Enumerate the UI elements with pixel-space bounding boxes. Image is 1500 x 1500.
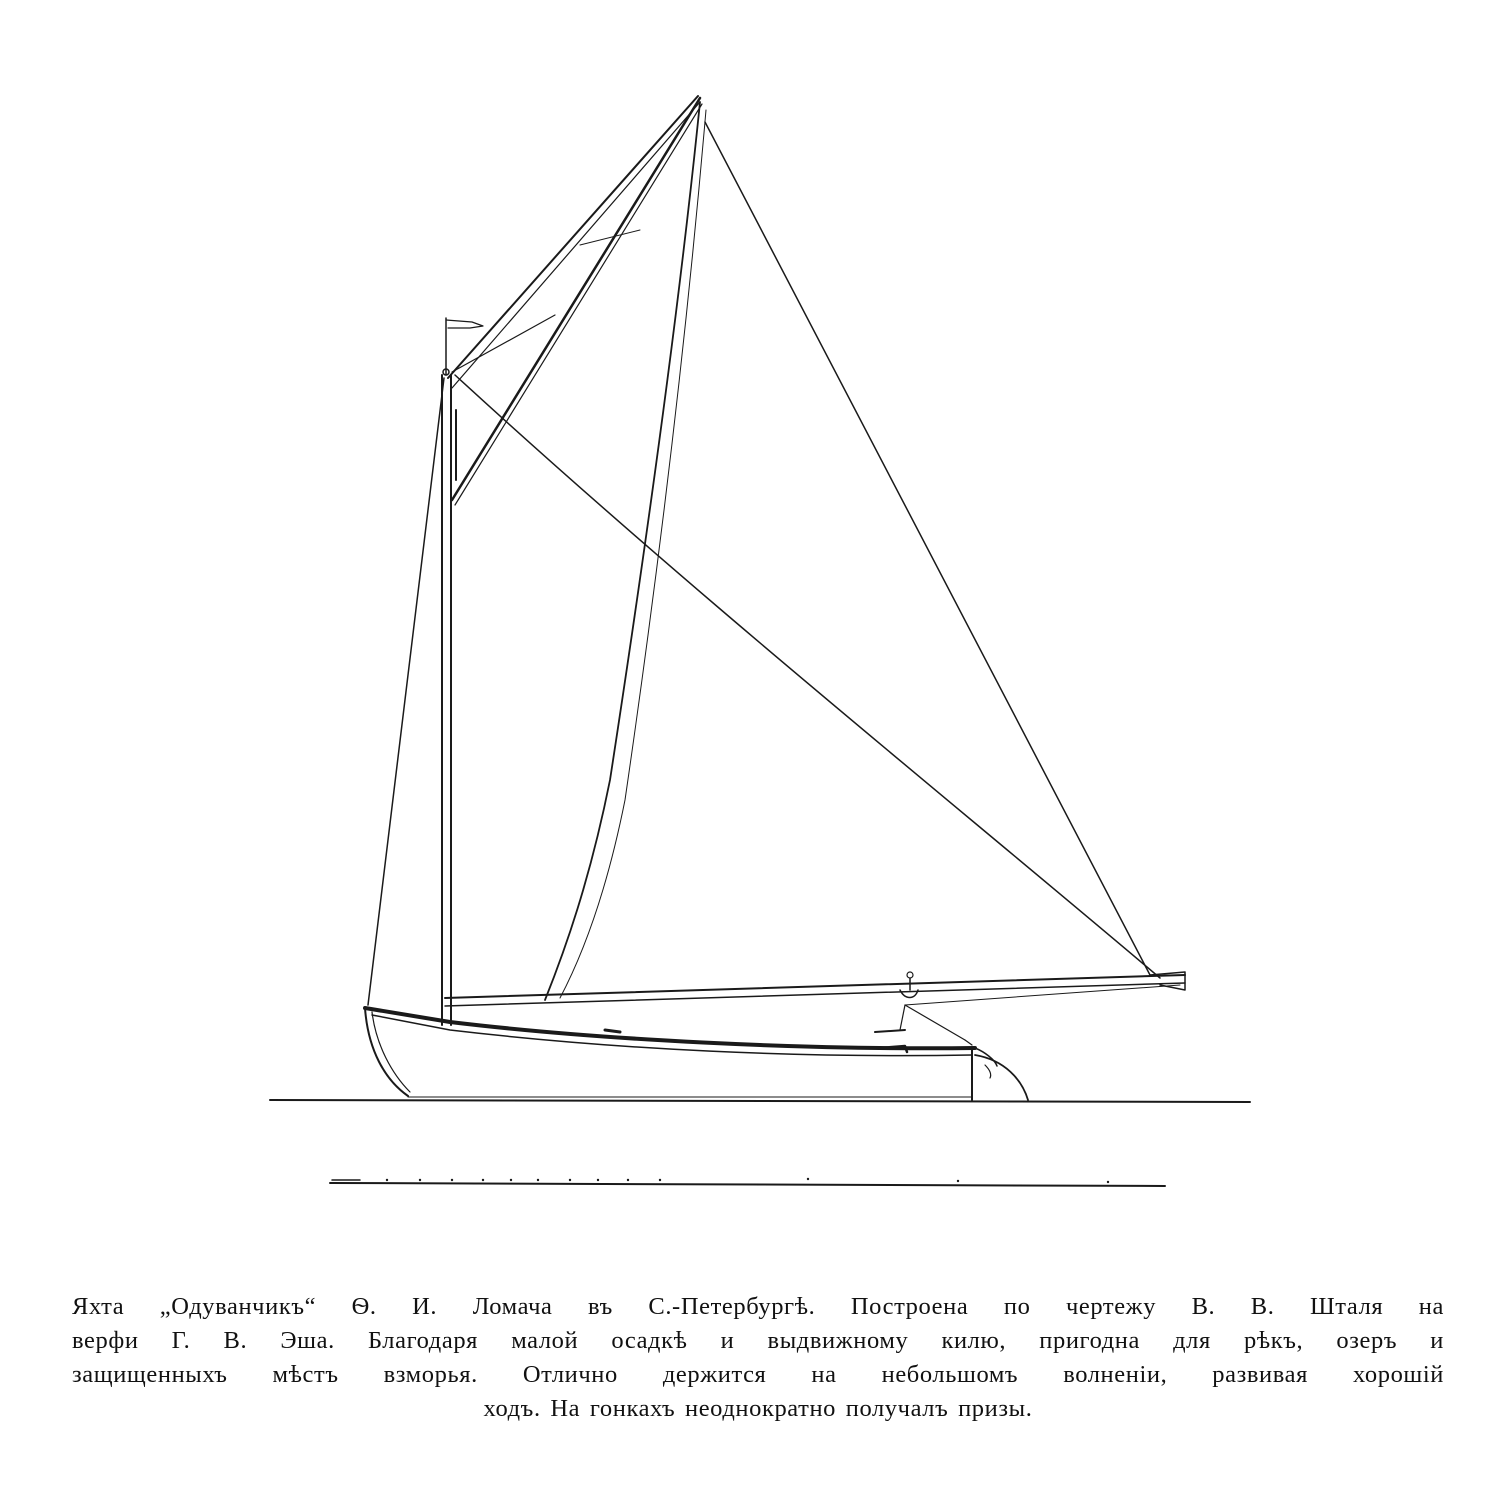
mainsheet [875, 985, 1180, 1052]
caption-line: Яхта „Одуванчикъ“ Ѳ. И. Ломача въ С.-Петербургѣ. Построена по чертежу В. В. Шталя на [72, 1293, 1444, 1320]
sail-luff [545, 102, 700, 1000]
caption-line: ходъ. На гонкахъ неоднократно получалъ призы. [483, 1395, 1033, 1422]
sail-leech [705, 122, 1150, 975]
scale-ticks [386, 1178, 1109, 1183]
topping-lift [455, 375, 1160, 978]
waterline [270, 1100, 1250, 1102]
forestay [368, 378, 444, 1005]
boom [445, 972, 1185, 1006]
gaff [448, 96, 702, 505]
scale-bar [330, 1180, 1165, 1186]
caption-line: защищенныхъ мѣстъ взморья. Отлично держится на небольшомъ волненіи, развивая хорошій [72, 1361, 1444, 1388]
mast [442, 318, 483, 1025]
caption [72, 1290, 1444, 1426]
caption-line: верфи Г. В. Эша. Благодаря малой осадкѣ и выдвижному килю, пригодна для рѣкъ, озеръ и [72, 1327, 1444, 1354]
